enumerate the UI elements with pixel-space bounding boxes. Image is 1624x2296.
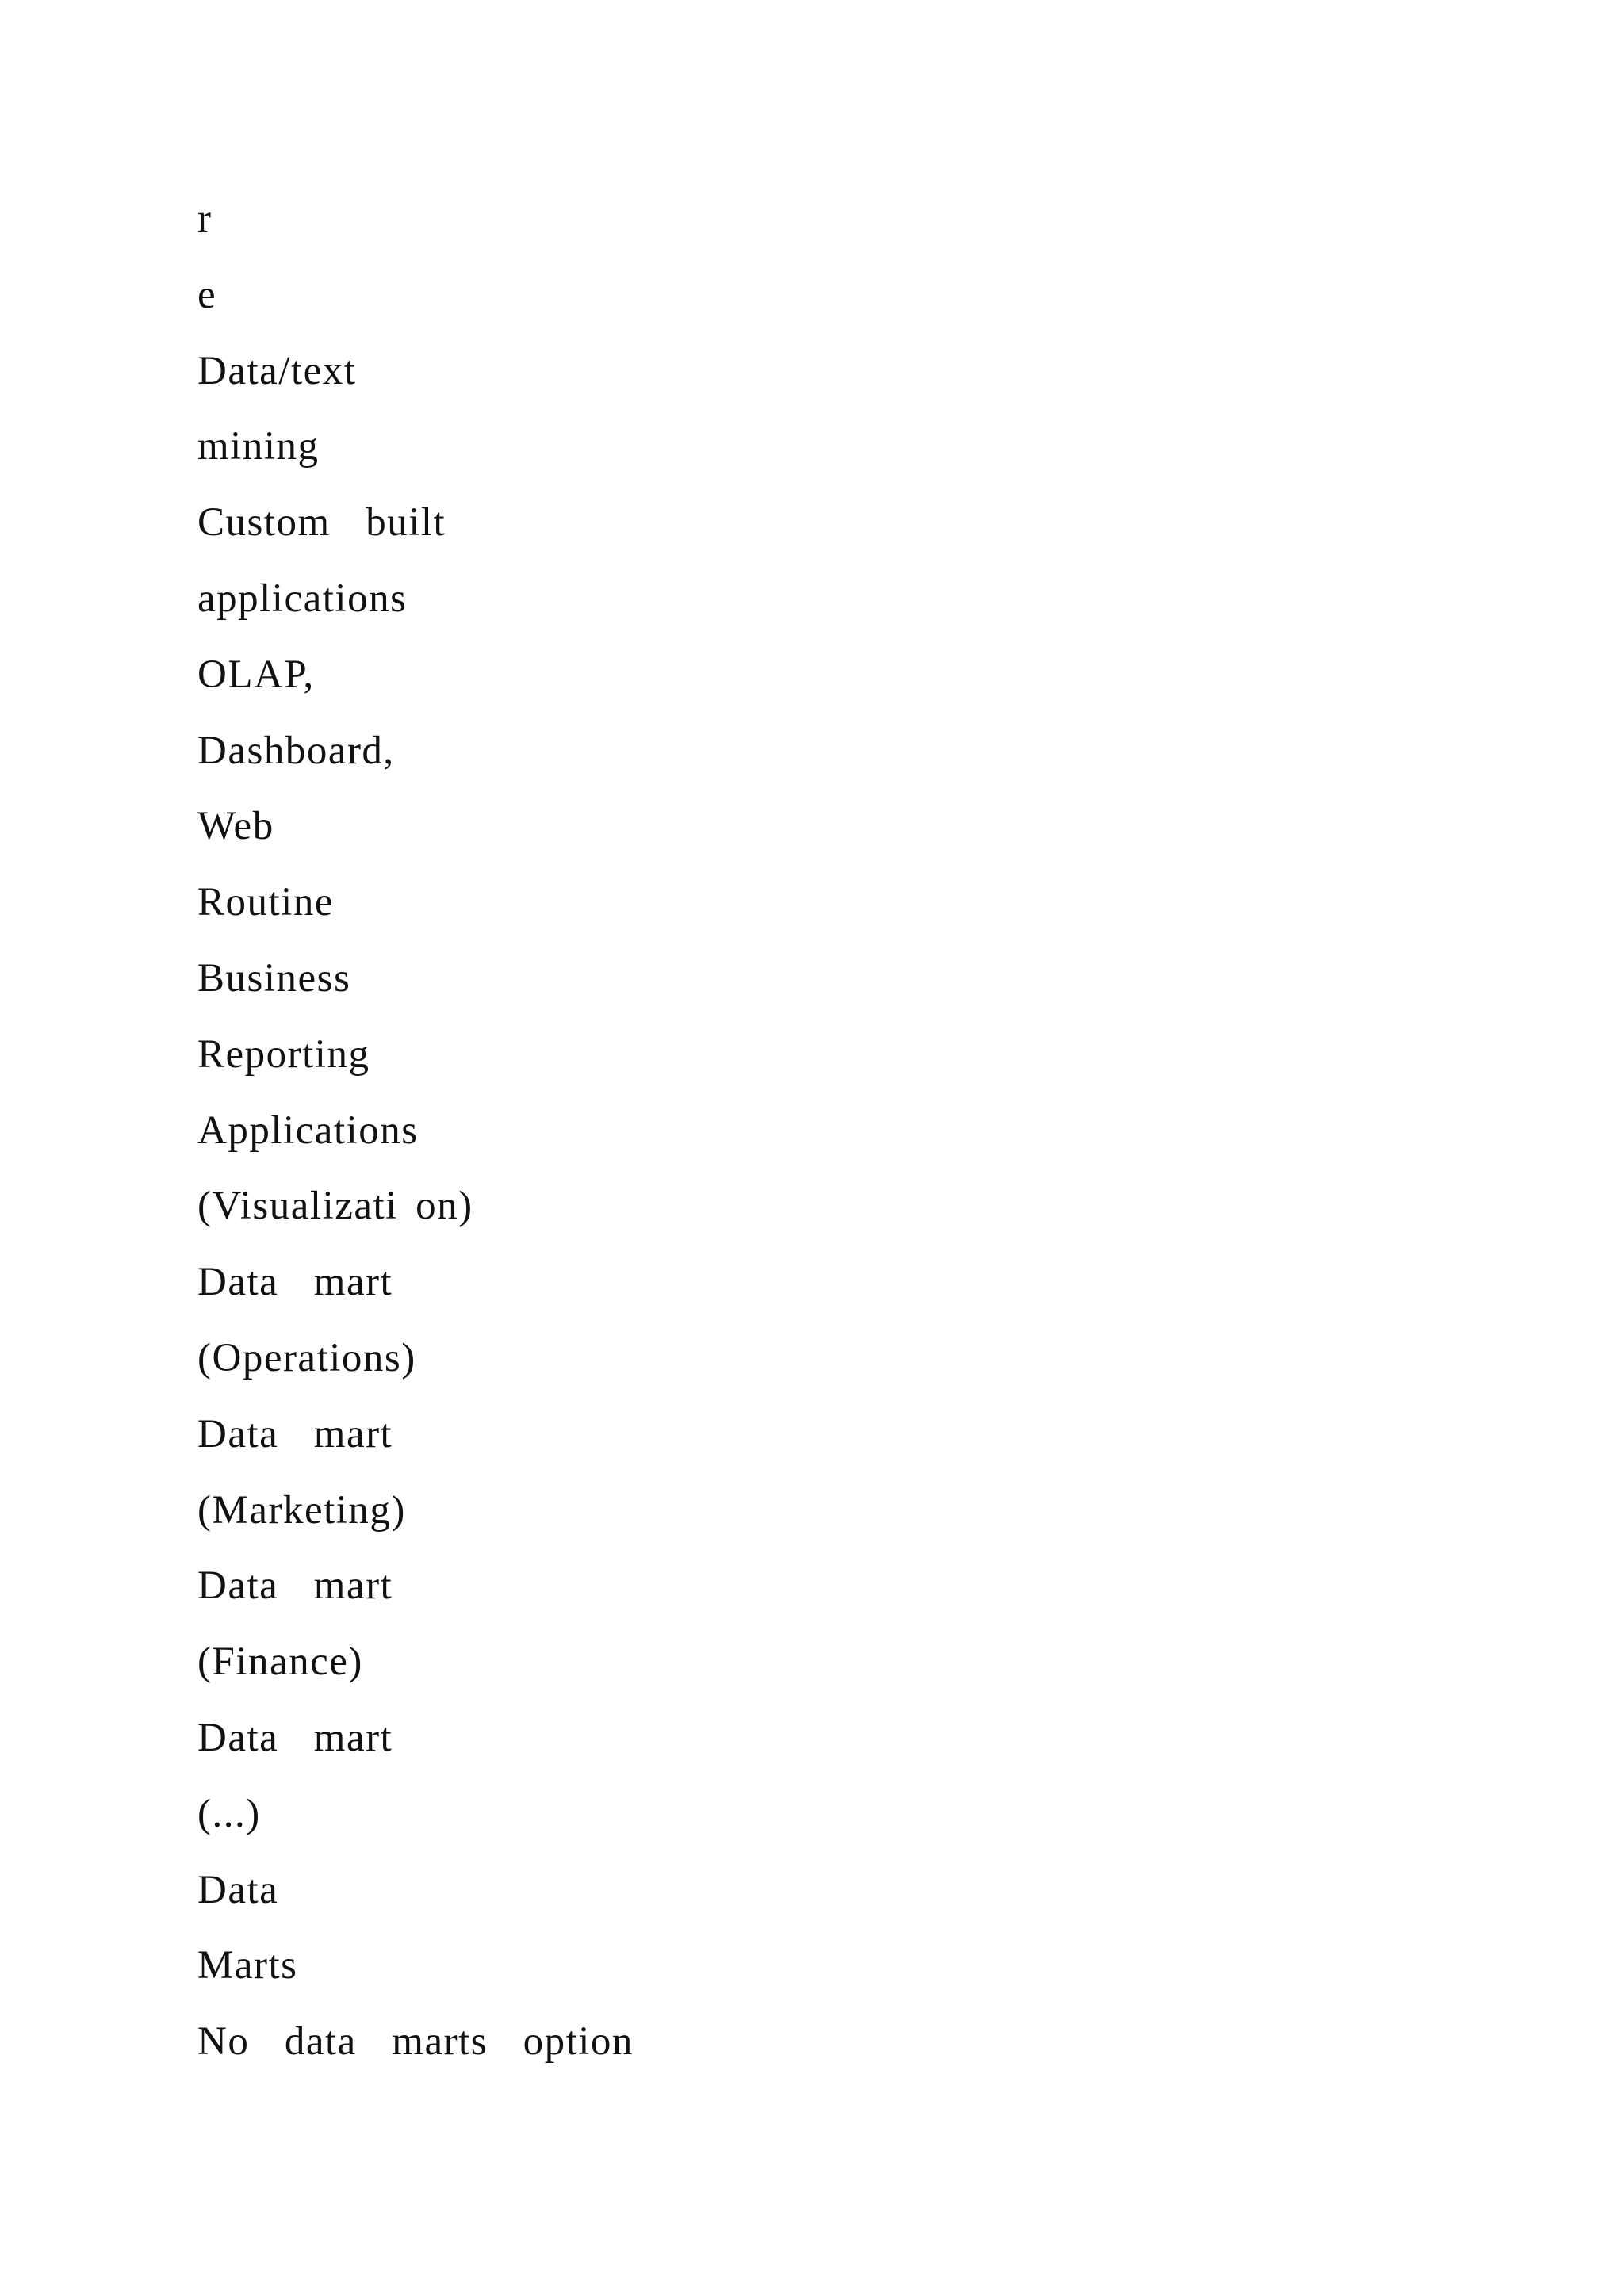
text-line-6: applications xyxy=(197,576,408,621)
text-line-11: Business xyxy=(197,955,351,1001)
text-line-23: Data xyxy=(197,1867,279,1912)
text-line-12: Reporting xyxy=(197,1031,370,1077)
text-line-24: Marts xyxy=(197,1943,298,1988)
text-line-7: OLAP, xyxy=(197,652,315,697)
document-text-block xyxy=(197,182,634,2080)
text-line-4: mining xyxy=(197,424,320,469)
text-line-21: Data mart xyxy=(197,1715,393,1760)
text-line-25: No data marts option xyxy=(197,2019,634,2064)
text-line-18: (Marketing) xyxy=(197,1487,406,1533)
text-line-15: Data mart xyxy=(197,1260,393,1305)
text-line-1: r xyxy=(197,197,213,241)
text-line-10: Routine xyxy=(197,880,334,925)
text-line-17: Data mart xyxy=(197,1411,393,1456)
text-line-13: Applications xyxy=(197,1108,419,1153)
text-line-22: (...) xyxy=(197,1791,261,1836)
text-line-20: (Finance) xyxy=(197,1640,363,1685)
text-line-14: (Visualizati on) xyxy=(197,1184,473,1229)
text-line-3: Data/text xyxy=(197,348,357,393)
text-line-9: Web xyxy=(197,804,274,849)
text-line-16: (Operations) xyxy=(197,1335,416,1380)
text-line-8: Dashboard, xyxy=(197,728,395,773)
text-line-2: e xyxy=(197,272,217,317)
text-line-19: Data mart xyxy=(197,1563,393,1609)
text-line-5: Custom built xyxy=(197,500,446,545)
